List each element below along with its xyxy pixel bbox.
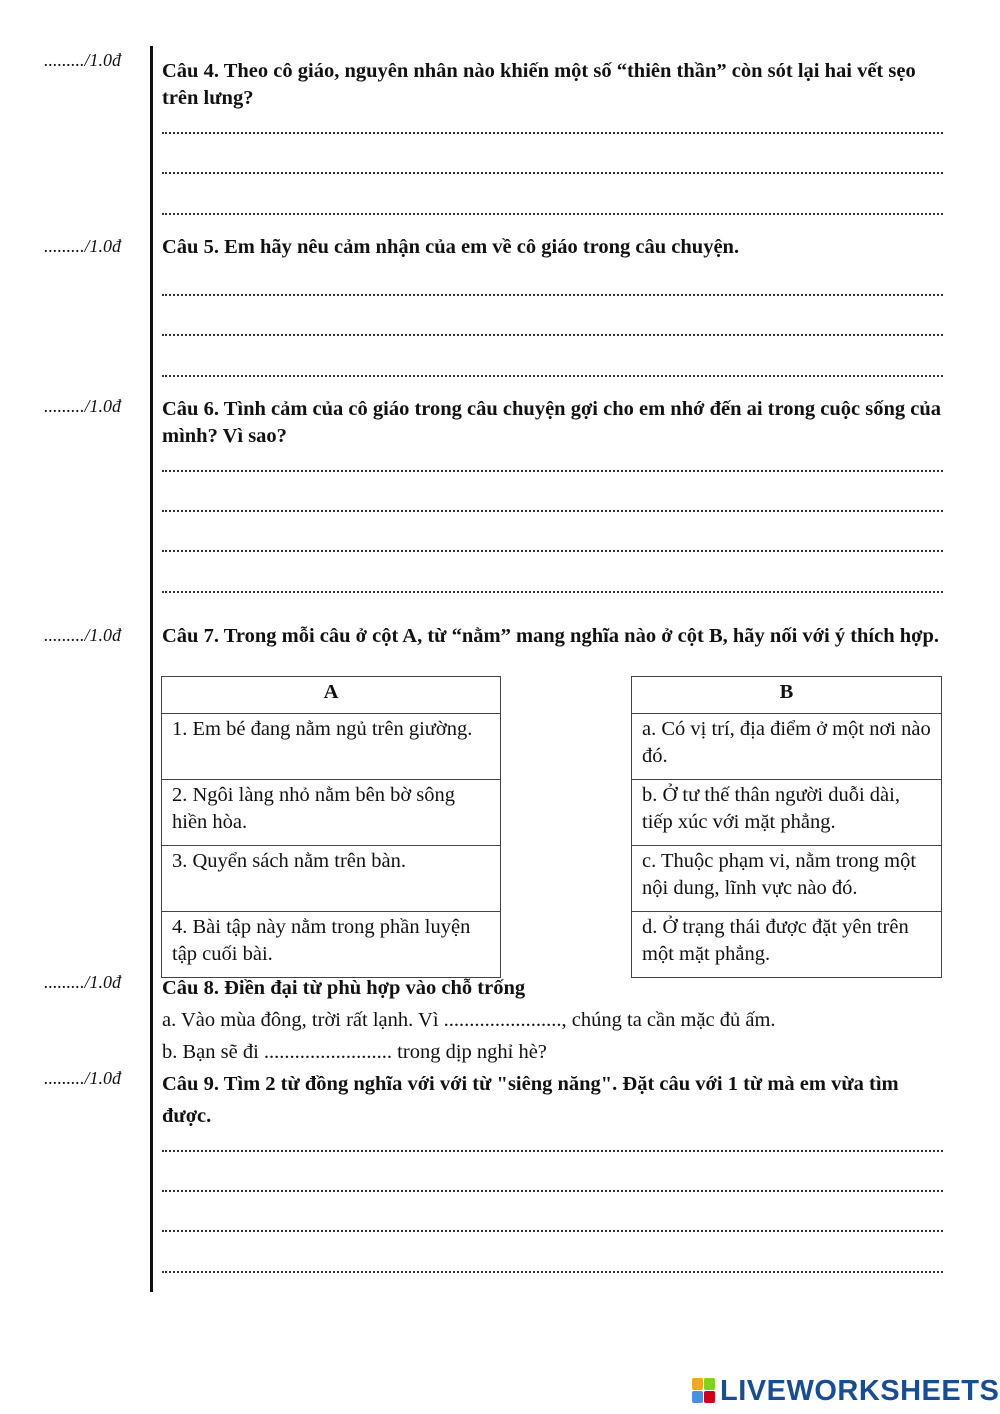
score-q5: ........./1.0đ — [44, 236, 122, 256]
question-8-part-a[interactable]: a. Vào mùa đông, trời rất lạnh. Vì ......................., chúng ta cần mặc đủ ấm. — [162, 1009, 776, 1031]
score-q4: ........./1.0đ — [44, 50, 122, 70]
question-6: Câu 6. Tình cảm của cô giáo trong câu chuyện gợi cho em nhớ đến ai trong cuộc sống của mình? Vì sao? — [162, 398, 941, 447]
column-b-item-a[interactable]: a. Có vị trí, địa điểm ở một nơi nào đó. — [632, 714, 942, 780]
column-b-item-d[interactable]: d. Ở trạng thái được đặt yên trên một mặt phẳng. — [632, 912, 942, 978]
liveworksheets-logo-icon — [692, 1378, 716, 1404]
column-b-item-b[interactable]: b. Ở tư thế thân người duỗi dài, tiếp xúc với mặt phẳng. — [632, 780, 942, 846]
score-q6: ........./1.0đ — [44, 396, 122, 416]
question-4-text: . Theo cô giáo, nguyên nhân nào khiến một số “thiên thần” còn sót lại hai vết sẹo trên lưng? — [162, 60, 916, 109]
column-a-item-3[interactable]: 3. Quyển sách nằm trên bàn. — [162, 846, 501, 912]
question-8: Câu 8. Điền đại từ phù hợp vào chỗ trống — [162, 977, 526, 999]
answer-line[interactable] — [162, 132, 943, 134]
column-b-header: B — [632, 677, 942, 714]
answer-line[interactable] — [162, 375, 943, 377]
answer-line[interactable] — [162, 334, 943, 336]
answer-line[interactable] — [162, 294, 943, 296]
question-4-label: Câu 4 — [162, 60, 214, 82]
column-a-header: A — [162, 677, 501, 714]
column-a-item-4[interactable]: 4. Bài tập này nằm trong phần luyện tập cuối bài. — [162, 912, 501, 978]
answer-line[interactable] — [162, 1190, 943, 1192]
score-q8: ........./1.0đ — [44, 972, 122, 992]
question-4 — [162, 58, 948, 112]
answer-line[interactable] — [162, 550, 943, 552]
column-b-table — [631, 676, 942, 978]
logo-text: LIVEWORKSHEETS — [720, 1374, 1000, 1407]
score-q9: ........./1.0đ — [44, 1068, 122, 1088]
answer-line[interactable] — [162, 213, 943, 215]
question-7: Câu 7. Trong mỗi câu ở cột A, từ “nằm” mang nghĩa nào ở cột B, hãy nối với ý thích hợp. — [162, 625, 940, 647]
question-8-part-b[interactable]: b. Bạn sẽ đi ......................... trong dịp nghỉ hè? — [162, 1041, 547, 1063]
score-q7: ........./1.0đ — [44, 625, 122, 645]
answer-line[interactable] — [162, 591, 943, 593]
column-a-item-2[interactable]: 2. Ngôi làng nhỏ nằm bên bờ sông hiền hòa. — [162, 780, 501, 846]
column-a-item-1[interactable]: 1. Em bé đang nằm ngủ trên giường. — [162, 714, 501, 780]
margin-divider — [150, 46, 153, 1292]
column-b-item-c[interactable]: c. Thuộc phạm vi, nằm trong một nội dung, lĩnh vực nào đó. — [632, 846, 942, 912]
question-9: Câu 9. Tìm 2 từ đồng nghĩa với với từ "siêng năng". Đặt câu với 1 từ mà em vừa tìm được. — [162, 1073, 899, 1127]
answer-line[interactable] — [162, 470, 943, 472]
question-5: Câu 5. Em hãy nêu cảm nhận của em về cô giáo trong câu chuyện. — [162, 236, 740, 258]
answer-line[interactable] — [162, 1271, 943, 1273]
answer-line[interactable] — [162, 1150, 943, 1152]
column-a-table — [161, 676, 501, 978]
answer-line[interactable] — [162, 1230, 943, 1232]
liveworksheets-logo — [692, 1374, 999, 1408]
answer-line[interactable] — [162, 510, 943, 512]
answer-line[interactable] — [162, 172, 943, 174]
